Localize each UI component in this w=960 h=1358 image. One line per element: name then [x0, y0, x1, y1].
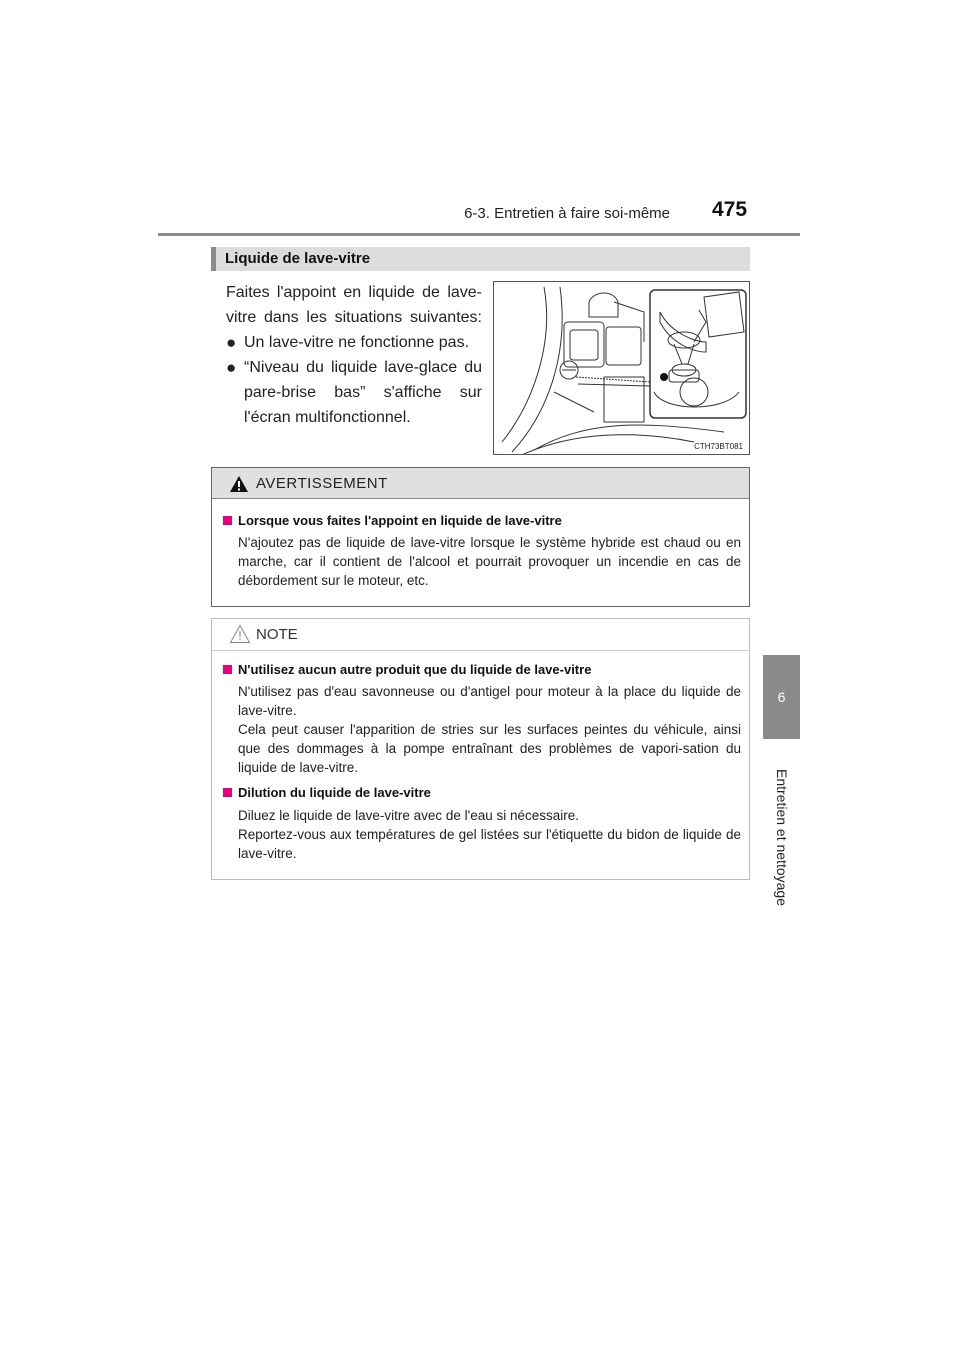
bullet-text: “Niveau du liquide lave-glace du pare-brise bas” s'affiche sur l'écran multifonctionnel. [244, 359, 482, 426]
pink-square-icon [223, 665, 232, 674]
chapter-title: Entretien et nettoyage [774, 769, 790, 906]
note-item-title: N'utilisez aucun autre produit que du liquide de lave-vitre [223, 662, 591, 677]
engine-illustration [493, 281, 750, 455]
header-rule [158, 233, 800, 236]
bullet-icon: ● [226, 333, 237, 352]
pink-square-icon [223, 516, 232, 525]
warning-item-title: Lorsque vous faites l'appoint en liquide de lave-vitre [223, 513, 562, 528]
warning-header [212, 468, 749, 499]
note-item-body: Diluez le liquide de lave-vitre avec de l'eau si nécessaire. Reportez-vous aux températures de gel listées sur l'étiquette du bidon de liquide de lave-vitre. [238, 808, 741, 861]
chapter-tab: 6 [763, 655, 800, 739]
warning-icon [229, 475, 249, 493]
caution-outline-icon [229, 624, 251, 644]
list-item [226, 355, 482, 430]
page-number: 475 [712, 198, 748, 221]
engine-bay-drawing [494, 282, 750, 455]
warning-title: AVERTISSEMENT [256, 475, 388, 492]
warning-item-body: N'ajoutez pas de liquide de lave-vitre lorsque le système hybride est chaud ou en marche, car il contient de l'alcool et pourrait provoquer un incendie en cas de débordement sur le moteur, etc. [238, 535, 741, 588]
note-title: NOTE [256, 626, 298, 643]
list-item [226, 330, 482, 355]
chapter-side-label [748, 769, 816, 906]
note-header [212, 619, 749, 651]
pink-square-icon [223, 788, 232, 797]
figure-code: CTH73BT081 [694, 442, 743, 451]
note-item-title: Dilution du liquide de lave-vitre [223, 785, 431, 800]
running-header: 6-3. Entretien à faire soi-même [464, 205, 670, 222]
note-item-body: N'utilisez pas d'eau savonneuse ou d'antigel pour moteur à la place du liquide de lave-vitre. Cela peut causer l'apparition de stries sur les surfaces peintes du véhicule, ainsi que des dommages à la pompe entraînant des problèmes de vapori-sation du liquide de lave-vitre. [238, 684, 741, 775]
heading-bar [211, 247, 216, 271]
note-box [211, 618, 750, 880]
section-heading-text: Liquide de lave-vitre [225, 250, 371, 267]
bullet-icon: ● [226, 358, 237, 377]
intro-text: Faites l'appoint en liquide de lave-vitre dans les situations suivantes: [226, 284, 482, 326]
section-heading [211, 247, 750, 271]
bullet-text: Un lave-vitre ne fonctionne pas. [244, 334, 470, 351]
warning-box [211, 467, 750, 607]
